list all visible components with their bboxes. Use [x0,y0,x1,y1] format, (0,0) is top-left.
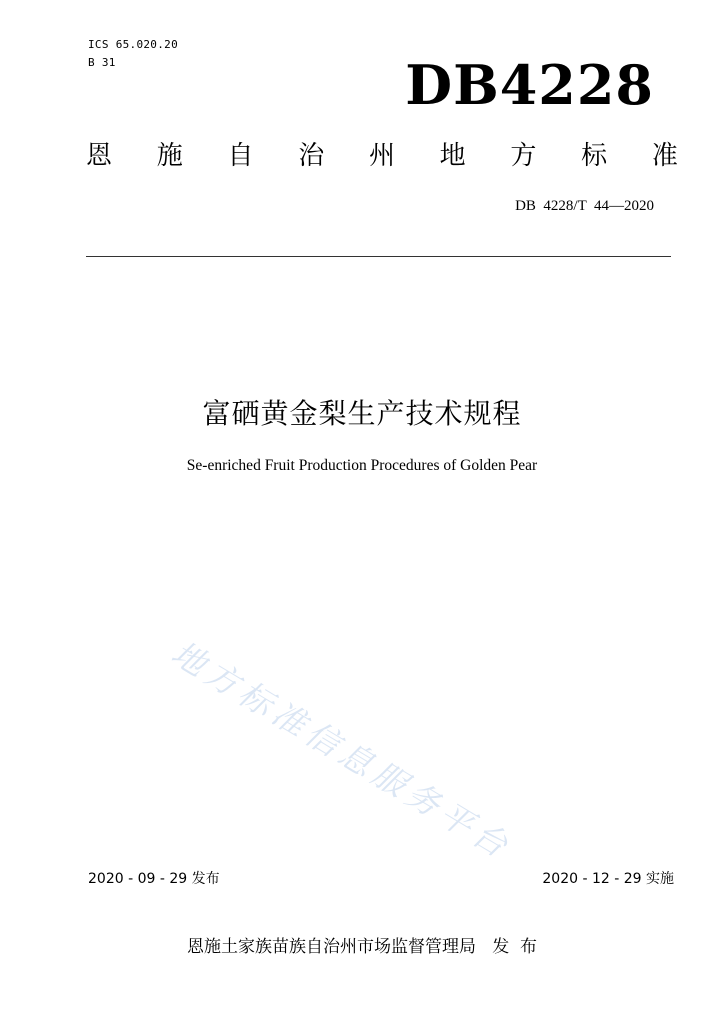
standard-number: DB 4228/T 44—2020 [515,198,654,214]
standard-type-char: 地 [439,141,466,171]
header-divider [86,256,671,257]
standard-type-char: 方 [510,141,537,171]
standard-logo: DB4228 [405,53,654,117]
standard-type-char: 州 [368,141,395,171]
issuing-authority: 恩施土家族苗族自治州市场监督管理局 发 布 [186,937,538,957]
ics-code: ICS 65.020.20 [88,38,178,51]
document-title-english: Se-enriched Fruit Production Procedures of Golden Pear [186,457,538,474]
standard-type-char: 治 [298,141,325,171]
watermark: 地方标准信息服务平台 [164,633,520,868]
publish-date: 2020 - 09 - 29 发布 [88,871,220,887]
standard-type-char: 自 [227,141,254,171]
ccs-code: B 31 [88,56,116,69]
document-title-chinese: 富硒黄金梨生产技术规程 [202,397,522,430]
standard-type-char: 标 [581,141,608,171]
standard-type-char: 恩 [86,141,113,171]
standard-type-char: 准 [651,141,678,171]
implement-date: 2020 - 12 - 29 实施 [542,871,674,887]
standard-type-char: 施 [156,141,183,171]
standard-type-heading [86,141,678,172]
